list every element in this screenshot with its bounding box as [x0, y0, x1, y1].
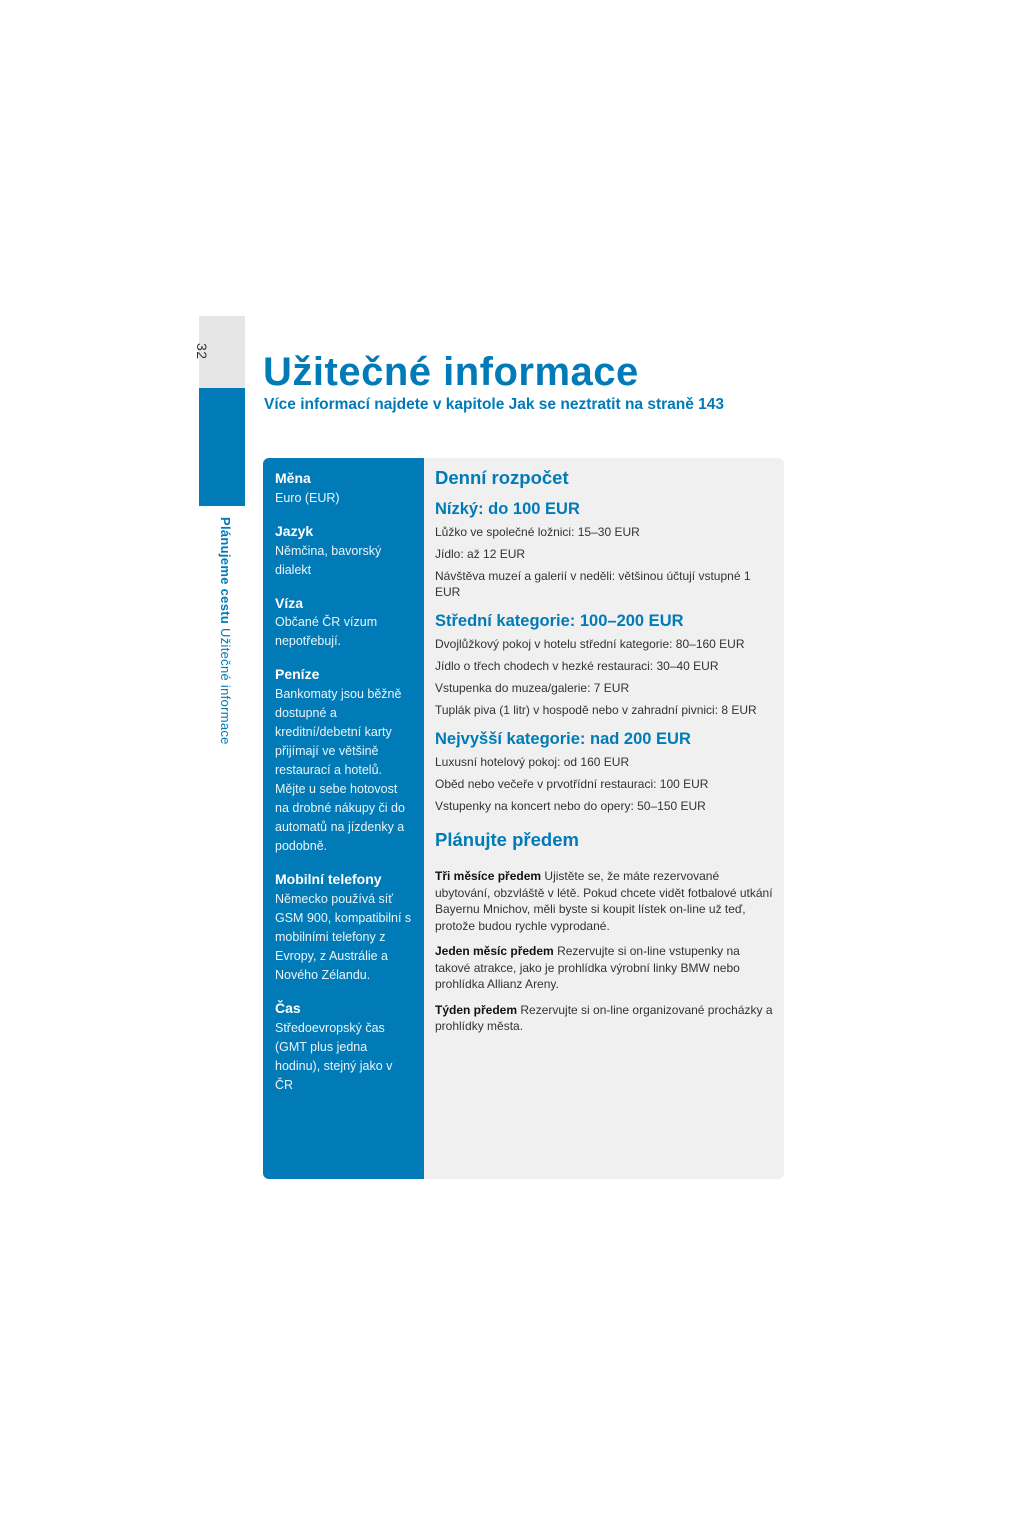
- plan-item-text: Rezervujte si on-line vstupenky na takové atrakce, jako je prohlídka výrobní linky BMW nebo prohlídka Allianz Areny.: [435, 944, 740, 991]
- budget-item: Jídlo: až 12 EUR: [435, 547, 526, 561]
- fact-label: Měna: [275, 470, 311, 486]
- plan-item-one-week: [435, 1002, 774, 1035]
- budget-item: Vstupenka do muzea/galerie: 7 EUR: [435, 681, 630, 695]
- budget-item: Oběd nebo večeře v prvotřídní restauraci: 100 EUR: [435, 777, 709, 791]
- fact-text: Bankomaty jsou běžně dostupné a kreditní/debetní karty přijímají ve většině restaurací a hotelů. Mějte u sebe hotovost na drobné nákupy či do automatů na jízdenky a podobně.: [275, 687, 405, 854]
- budget-item: Lůžko ve společné ložnici: 15–30 EUR: [435, 525, 640, 539]
- plan-item-text: Ujistěte se, že máte rezervované ubytování, obzvláště v létě. Pokud chcete vidět fotbalové utkání Bayernu Mnichov, měli byste si koupit lístek on-line už teď, protože budou rychle vyprodané.: [435, 869, 773, 933]
- budget-item: Tuplák piva (1 litr) v hospodě nebo v zahradní pivnici: 8 EUR: [435, 703, 757, 717]
- budget-tier-high-heading: Nejvyšší kategorie: nad 200 EUR: [435, 730, 691, 748]
- fact-label: Jazyk: [275, 522, 314, 539]
- fact-label: Víza: [275, 594, 304, 611]
- fact-money: [275, 666, 412, 856]
- budget-item: Jídlo o třech chodech v hezké restauraci: 30–40 EUR: [435, 659, 719, 673]
- fact-text: Němčina, bavorský dialekt: [275, 543, 382, 577]
- fact-visas: [275, 595, 412, 652]
- page-title: Užitečné informace: [263, 350, 639, 394]
- fact-label: Mobilní telefony: [275, 871, 382, 888]
- fact-language: [275, 523, 412, 580]
- running-header-section: Plánujeme cestu: [218, 517, 233, 625]
- plan-item-lead: Jeden měsíc předem: [435, 944, 554, 958]
- fact-text: Středoevropský čas (GMT plus jedna hodinu), stejný jako v ČR: [275, 1020, 393, 1092]
- info-box: [263, 458, 784, 1179]
- plan-heading: Plánujte předem: [435, 829, 579, 850]
- plan-item-one-month: [435, 943, 774, 993]
- fact-mobile-phones: [275, 871, 412, 985]
- fact-text: Občané ČR vízum nepotřebují.: [275, 615, 378, 649]
- budget-tier-mid-heading: Střední kategorie: 100–200 EUR: [435, 612, 684, 630]
- plan-item-text: Rezervujte si on-line organizované procházky a prohlídky města.: [435, 1002, 773, 1033]
- budget-column: [424, 458, 784, 1179]
- budget-heading: Denní rozpočet: [435, 467, 569, 488]
- fact-text: Německo používá síť GSM 900, kompatibilní s mobilními telefony z Evropy, z Austrálie a Nového Zélandu.: [275, 891, 412, 982]
- fact-text: Euro (EUR): [275, 490, 340, 505]
- page-subtitle: Více informací najdete v kapitole Jak se neztratit na straně 143: [264, 396, 725, 413]
- running-header: [218, 517, 233, 745]
- running-header-chapter: Užitečné informace: [218, 628, 233, 745]
- budget-tier-low-heading: Nízký: do 100 EUR: [435, 500, 580, 518]
- page-number: 32: [194, 343, 210, 360]
- fact-time: [275, 1000, 412, 1095]
- plan-item-three-months: [435, 868, 774, 934]
- fact-currency: [275, 470, 412, 508]
- page-tab-accent: [199, 388, 245, 506]
- facts-column: [263, 458, 424, 1179]
- budget-item: Návštěva muzeí a galerií v neděli: většinou účtují vstupné 1 EUR: [435, 569, 751, 599]
- plan-item-lead: Týden předem: [435, 1002, 518, 1017]
- fact-label: Čas: [275, 999, 301, 1016]
- fact-label: Peníze: [275, 666, 320, 683]
- budget-item: Luxusní hotelový pokoj: od 160 EUR: [435, 755, 630, 769]
- plan-item-lead: Tři měsíce předem: [435, 869, 542, 883]
- budget-item: Dvojlůžkový pokoj v hotelu střední kategorie: 80–160 EUR: [435, 637, 745, 651]
- budget-item: Vstupenky na koncert nebo do opery: 50–150 EUR: [435, 799, 706, 813]
